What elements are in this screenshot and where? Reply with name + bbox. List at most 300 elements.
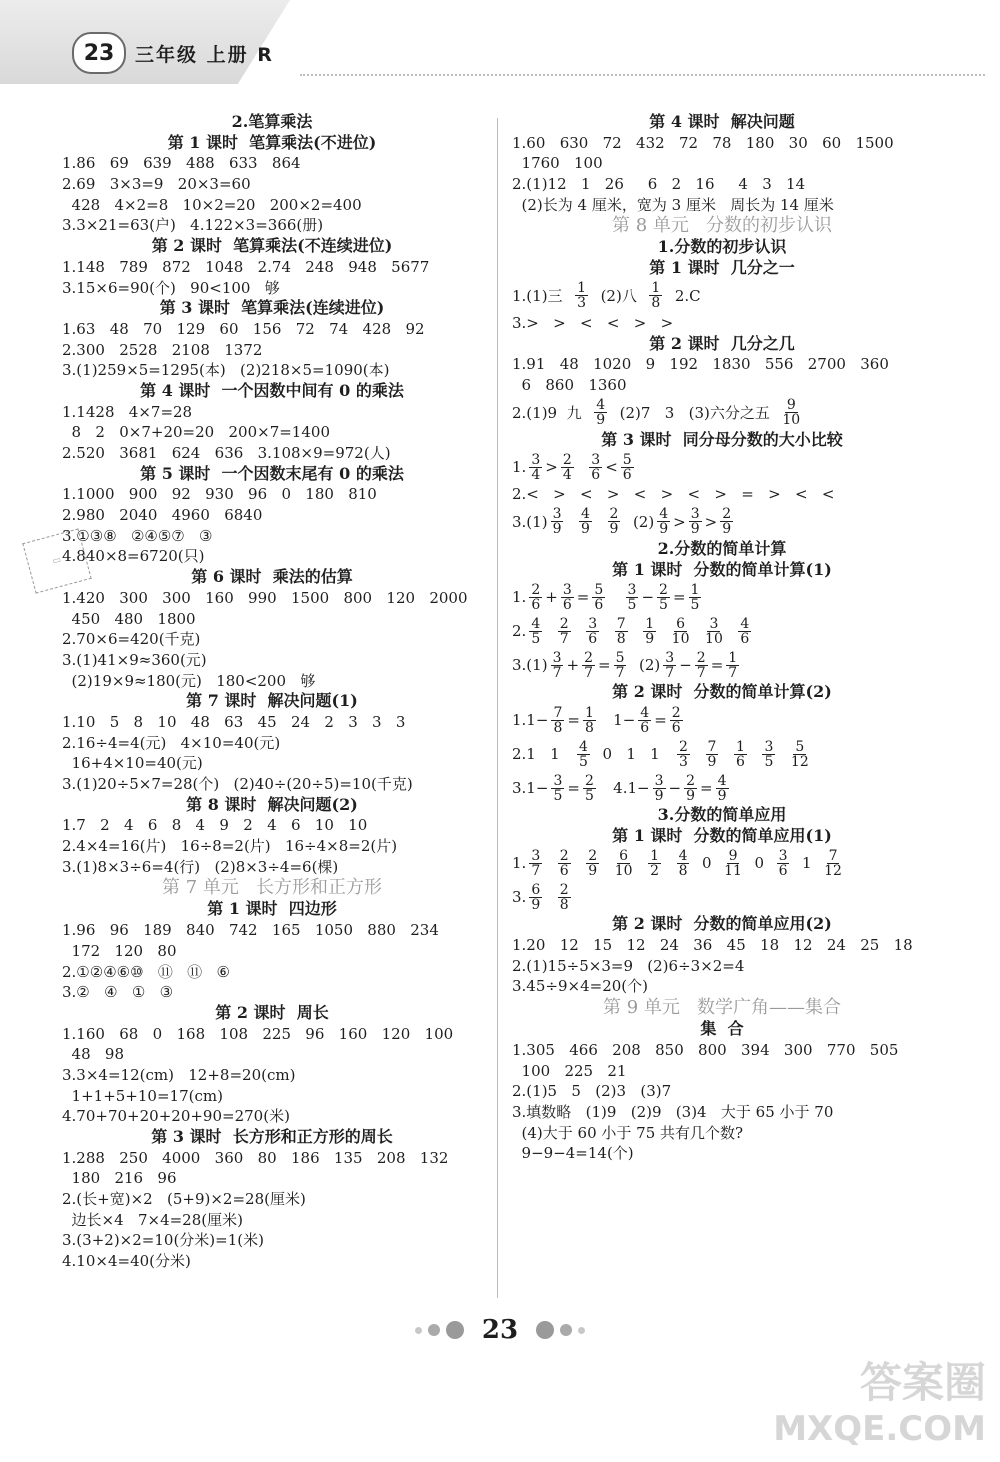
fraction-denominator: 8 [651,295,661,312]
fraction-denominator: 9 [596,412,606,429]
answer-line: 3.(1)41×9≈360(元) [62,650,207,669]
answer-line [512,614,932,648]
fraction-denominator: 6 [591,466,601,483]
answer-line: 2.4×4=16(片) 16÷8=2(片) 16÷4×8=2(片) [62,837,398,856]
answer-text: − [641,588,655,607]
answer-text: 3.(1) [512,656,548,675]
answer-line: (2)19×9≈180(元) 180<200 够 [62,671,316,690]
answer-text [574,854,584,872]
lesson-title: 第 3 课时 同分母分数的大小比较 [601,429,843,449]
answer-text [545,888,555,906]
fraction-denominator: 10 [782,412,801,429]
fraction [558,617,571,646]
fraction [684,774,697,803]
answer-text: + [545,588,558,607]
answer-line: 1.60 630 72 432 72 78 180 30 60 1500 [512,133,894,152]
fraction-numerator: 5 [795,738,805,755]
answer-line: 2.①②④⑥⑩ ⑪ ⑪ ⑥ [62,962,230,981]
fraction-numerator: 1 [645,615,655,632]
fraction-denominator: 5 [584,787,594,804]
answer-line: 3.(1)20÷5×7=28(个) (2)40÷(20÷5)=10(千克) [62,775,413,793]
fraction-denominator: 7 [728,664,738,681]
watermark-line-2: MXQE.COM [773,1409,986,1449]
fraction-denominator: 8 [616,630,626,647]
lesson-title: 第 2 课时 分数的简单计算(2) [612,682,832,702]
lesson-title: 第 1 课时 几分之一 [649,258,795,278]
answer-text: + [566,656,580,675]
answer-line: (2)长为 4 厘米，宽为 3 厘米 周长为 14 厘米 [512,195,834,214]
lesson-title: 第 2 课时 周长 [215,1002,329,1022]
answer-line [512,771,932,805]
answer-line: 9−9−4=14(个) [512,1144,634,1163]
answer-text: < [605,458,618,477]
lesson-title: 3.分数的简单应用 [657,805,787,824]
answer-line: 1.7 2 4 6 8 4 9 2 4 6 10 10 [62,816,368,835]
lesson-title: 第 1 课时 分数的简单应用(1) [612,825,832,845]
fraction-numerator: 7 [616,615,626,632]
answer-line: 8 2 0×7+20=20 200×7=1400 [62,423,330,442]
answer-text [602,854,612,872]
answer-text: 1.1− [512,711,549,729]
fraction-denominator: 5 [627,596,637,613]
fraction [551,651,564,680]
fraction-numerator: 2 [559,615,569,632]
answer-line [512,450,932,484]
answer-line: 172 120 80 [62,941,177,960]
answer-line: 48 98 [62,1045,125,1064]
answer-column-left [62,112,482,1272]
fraction-numerator: 9 [728,847,738,864]
fraction-numerator: 2 [531,581,541,598]
fraction [706,740,719,769]
lesson-title: 2.笔算乘法 [231,112,313,131]
fraction-denominator: 12 [824,862,842,879]
watermark [773,1360,986,1452]
fraction-numerator: 2 [584,649,593,666]
answer-text: 2.1 1 [512,745,575,763]
fraction [592,583,605,612]
fraction [589,453,602,482]
page-number-badge: 23 [72,32,126,74]
fraction-numerator: 7 [707,738,717,755]
fraction-numerator: 2 [609,506,619,523]
fraction-numerator: 1 [650,847,660,864]
fraction-numerator: 2 [659,581,668,598]
fraction [705,617,723,646]
fraction-denominator: 9 [531,896,541,913]
fraction-denominator: 5 [690,596,700,613]
fraction-denominator: 6 [671,719,681,736]
fraction [677,740,690,769]
fraction-denominator: 9 [722,521,732,538]
lesson-title: 第 2 课时 分数的简单应用(2) [612,914,832,934]
answer-text [778,745,788,763]
fraction [716,774,729,803]
unit-heading: 第 8 单元 分数的初步认识 [611,215,833,237]
answer-line: 180 216 96 [62,1169,177,1188]
answer-text [602,622,612,640]
answer-line [512,703,932,737]
answer-line [512,505,932,539]
answer-column-right [512,112,932,1164]
answer-line: 2.520 3681 624 636 3.108×9=972(人) [62,444,391,462]
lesson-title: 1.分数的初步认识 [657,237,787,257]
fraction-numerator: 4 [596,397,606,414]
answer-text [545,622,555,640]
fraction-numerator: 1 [728,649,738,666]
answer-line: 2.69 3×3=9 20×3=60 [62,175,251,194]
fraction-numerator: 9 [786,397,796,414]
fraction-numerator: 6 [619,847,629,864]
answer-line: 2.(长+宽)×2 (5+9)×2=28(厘米) [62,1190,306,1209]
fraction-denominator: 9 [707,753,717,770]
fraction-denominator: 6 [735,753,745,770]
fraction-numerator: 2 [559,881,569,898]
fraction [689,583,702,612]
answer-text: > [673,512,686,531]
answer-text: 1. [512,854,527,873]
answer-text: = [672,588,686,607]
fraction-denominator: 10 [614,862,633,879]
fraction-numerator: 2 [562,451,572,468]
fraction-denominator: 6 [562,596,572,613]
fraction [529,849,542,878]
fraction [582,651,595,680]
answer-line: 1.420 300 300 160 990 1500 800 120 2000 [62,588,468,607]
fraction-denominator: 2 [650,862,660,879]
page-number: 23 [481,1315,519,1345]
answer-line: 2.(1)15÷5×3=9 (2)6÷3×2=4 [512,956,745,975]
fraction [726,651,739,680]
fraction-numerator: 2 [696,649,706,666]
fraction-denominator: 9 [654,787,664,804]
fraction-denominator: 5 [531,630,541,647]
fraction-denominator: 9 [690,521,700,538]
footer [0,1315,1000,1345]
fraction [551,706,564,735]
answer-text: = [567,711,580,729]
fraction-denominator: 10 [671,630,690,647]
answer-line: 1.1000 900 92 930 96 0 180 810 [62,485,377,504]
fraction-numerator: 7 [553,704,563,721]
fraction-denominator: 9 [552,521,562,538]
lesson-title: 第 3 课时 长方形和正方形的周长 [151,1127,393,1146]
answer-text: 4.1− [598,779,650,797]
fraction-denominator: 7 [559,630,569,647]
answer-line: 3.①③⑧ ②④⑤⑦ ③ [62,526,213,545]
lesson-title: 第 2 课时 几分之几 [649,333,795,353]
answer-line: 1.63 48 70 129 60 156 72 74 428 92 [62,319,425,338]
answer-line: 2.(1)5 5 (2)3 (3)7 [512,1082,672,1101]
fraction-numerator: 3 [778,847,788,864]
fraction [583,774,596,803]
fraction-denominator: 5 [553,787,563,804]
fraction [594,398,607,427]
fraction-numerator: 2 [679,738,688,755]
answer-text [577,458,587,476]
fraction-denominator: 7 [584,664,593,681]
answer-line [512,396,932,430]
fraction-denominator: 9 [717,787,727,804]
fraction [529,583,542,612]
fraction [663,651,676,680]
lesson-title: 第 1 课时 分数的简单计算(1) [612,559,832,579]
fraction-numerator: 3 [709,615,719,632]
answer-text: (2)八 [591,287,647,306]
answer-text: (2) [623,512,655,531]
fraction-numerator: 3 [591,451,601,468]
fraction [583,706,596,735]
fraction-numerator: 4 [717,772,727,789]
answer-line: 1.1428 4×7=28 [62,402,193,421]
answer-line: 450 480 1800 [62,609,196,628]
answer-text [664,854,674,872]
fraction-denominator: 9 [609,521,619,538]
fraction [777,849,790,878]
fraction-denominator: 11 [724,862,742,879]
fraction [529,617,542,646]
fraction-numerator: 3 [562,581,572,598]
fraction [575,281,588,310]
fraction-numerator: 4 [740,615,750,632]
fraction-numerator: 4 [579,738,588,755]
answer-line: 1760 100 [512,154,603,173]
answer-text [636,854,646,872]
header-dotted-rule [300,74,985,78]
fraction [626,583,639,612]
fraction-denominator: 5 [764,753,774,770]
answer-text: − [679,656,692,675]
fraction-denominator: 12 [790,753,809,770]
fraction-numerator: 3 [665,649,675,666]
fraction-denominator: 9 [588,862,598,879]
fraction [621,453,634,482]
fraction-numerator: 2 [588,847,598,864]
fraction-denominator: 4 [531,466,541,483]
fraction [724,849,742,878]
fraction-numerator: 3 [531,847,541,864]
fraction [677,849,690,878]
fraction [529,453,542,482]
answer-line [512,737,932,771]
lesson-title: 第 4 课时 一个因数中间有 0 的乘法 [140,380,404,400]
answer-text: = [710,656,724,675]
answer-line: 2.(1)12 1 26 6 2 16 4 3 14 [512,175,806,194]
fraction-numerator: 3 [627,581,637,598]
fraction-numerator: 3 [553,772,563,789]
answer-text: 1. [512,588,527,607]
answer-text: 1− [598,711,636,729]
unit-heading: 第 9 单元 数学广角——集合 [602,997,842,1019]
answer-line: 428 4×2=8 10×2=20 200×2=400 [62,195,362,214]
answer-line: 3.② ④ ① ③ [62,983,174,1002]
answer-line: 1.160 68 0 168 108 225 96 160 120 100 [62,1024,454,1043]
fraction-numerator: 2 [559,847,569,864]
fraction-numerator: 4 [659,506,669,523]
fraction [551,774,564,803]
fraction [608,507,621,536]
fraction [672,617,690,646]
fraction-numerator: 3 [654,772,664,789]
answer-text [608,588,622,606]
answer-text: (2)7 3 (3)六分之五 [610,404,780,423]
answer-text [659,622,669,640]
fraction-numerator: 4 [678,847,688,864]
answer-text: = [700,779,713,797]
answer-line: 2.70×6=420(千克) [62,630,201,649]
fraction-denominator: 8 [584,719,594,736]
answer-line: 1.288 250 4000 360 80 186 135 208 132 [62,1148,449,1167]
fraction [586,849,599,878]
answer-text [595,513,605,531]
answer-line: 3.3×4=12(cm) 12+8=20(cm) [62,1065,296,1084]
answer-line [512,846,932,880]
footer-dots-right [536,1321,585,1339]
fraction [638,706,651,735]
unit-heading: 第 7 单元 长方形和正方形 [161,877,383,899]
fraction-denominator: 6 [740,630,750,647]
answer-text [693,745,703,763]
column-divider [497,118,498,1298]
fraction-denominator: 4 [562,466,572,483]
answer-text: 3. [512,888,527,907]
fraction-numerator: 3 [552,649,562,666]
fraction-numerator: 6 [676,615,686,632]
fraction-denominator: 5 [579,753,588,770]
fraction-numerator: 3 [531,451,541,468]
lesson-title: 2.分数的简单计算 [657,538,787,558]
answer-text: 3.1− [512,779,549,797]
fraction [689,507,702,536]
fraction [529,883,542,912]
fraction [653,774,666,803]
answer-line [512,279,932,313]
fraction-denominator: 8 [678,862,688,879]
fraction-denominator: 6 [640,719,650,736]
answer-text [545,854,555,872]
fraction-numerator: 1 [651,280,661,297]
fraction [670,706,683,735]
fraction [614,651,627,680]
fraction-numerator: 1 [577,280,587,297]
fraction-denominator: 5 [659,596,668,613]
answer-line [512,580,932,614]
answer-line: 1+1+5+10=17(cm) [62,1086,223,1105]
answer-line: 6 860 1360 [512,375,627,394]
fraction-denominator: 8 [553,719,563,736]
answer-line: 2.< > < > < > < > = > < < [512,485,835,504]
answer-line: 1.91 48 1020 9 192 1830 556 2700 360 [512,355,889,374]
answer-text: 0 [744,854,774,873]
fraction-denominator: 6 [559,862,569,879]
answer-text: > [545,458,558,477]
fraction [643,617,656,646]
answer-text: 2.C [665,286,701,305]
fraction-numerator: 3 [552,506,562,523]
answer-text: = [597,656,611,675]
fraction-denominator: 6 [594,596,604,613]
lesson-title: 第 8 课时 解决问题(2) [186,794,358,814]
fraction-numerator: 1 [584,704,594,721]
lesson-title: 第 7 课时 解决问题(1) [186,691,358,711]
answer-line: 1.86 69 639 488 633 864 [62,154,301,173]
answer-line: 4.10×4=40(分米) [62,1252,191,1271]
answer-line: 2.300 2528 2108 1372 [62,340,263,359]
lesson-title: 第 5 课时 一个因数末尾有 0 的乘法 [140,463,404,483]
fraction-numerator: 3 [588,615,598,632]
fraction-denominator: 9 [659,521,669,538]
fraction-numerator: 4 [581,506,590,523]
answer-line [512,880,932,914]
fraction-numerator: 1 [735,738,745,755]
answer-line: 边长×4 7×4=28(厘米) [62,1210,243,1229]
answer-line: 3.(1)259×5=1295(本) (2)218×5=1090(本) [62,361,390,380]
fraction [762,740,775,769]
fraction-denominator: 6 [622,466,632,483]
fraction [586,617,599,646]
fraction-denominator: 7 [615,664,625,681]
fraction-numerator: 7 [828,847,838,864]
answer-line: 3.> > < < > > [512,313,674,332]
lesson-title: 第 3 课时 笔算乘法(连续进位) [159,298,385,318]
fraction [657,583,670,612]
fraction [657,507,670,536]
fraction-numerator: 5 [615,649,625,666]
fraction-denominator: 9 [581,521,590,538]
answer-line: 1.148 789 872 1048 2.74 248 948 5677 [62,257,430,276]
answer-line: 2.16÷4=4(元) 4×10=40(元) [62,733,281,752]
answer-line: 1.96 96 189 840 742 165 1050 880 234 [62,921,439,940]
fraction-denominator: 8 [559,896,569,913]
lesson-title: 第 6 课时 乘法的估算 [191,567,353,587]
stamp-icon: ▭ [22,528,91,593]
answer-line: (4)大于 60 小于 75 共有几个数? [512,1123,744,1142]
answer-line: 4.840×8=6720(只) [62,547,205,566]
answer-line: 1.305 466 208 850 800 394 300 770 505 [512,1040,899,1059]
answer-text: = [654,711,667,729]
fraction-numerator: 1 [690,581,700,598]
answer-line: 3.15×6=90(个) 90<100 够 [62,278,280,297]
answer-line: 2.980 2040 4960 6840 [62,506,263,525]
answer-line: 3.(1)8×3÷6=4(行) (2)8×3÷4=6(棵) [62,857,339,876]
fraction-denominator: 7 [552,664,562,681]
grade-label: 三年级 上册 R [135,44,274,66]
fraction-numerator: 4 [640,704,650,721]
fraction-numerator: 5 [594,581,604,598]
fraction-numerator: 5 [622,451,632,468]
lesson-title: 第 1 课时 四边形 [207,899,337,919]
fraction-numerator: 2 [722,506,732,523]
fraction [791,740,809,769]
watermark-line-1: 答案圈 [859,1358,986,1407]
answer-line: 100 225 21 [512,1061,627,1080]
fraction [734,740,747,769]
fraction [558,883,571,912]
answer-text [726,622,736,640]
fraction-numerator: 2 [686,772,696,789]
answer-text: 1. [512,458,527,477]
fraction-numerator: 3 [690,506,700,523]
answer-text: 2. [512,622,527,641]
answer-line: 1.10 5 8 10 48 63 45 24 2 3 3 3 [62,712,406,731]
answer-text [566,513,576,531]
lesson-title: 第 1 课时 笔算乘法(不进位) [167,132,377,152]
fraction-denominator: 9 [645,630,655,647]
answer-text [631,622,641,640]
fraction-denominator: 6 [531,596,541,613]
answer-text: 0 1 1 [592,745,675,763]
answer-line: 3.3×21=63(户) 4.122×3=366(册) [62,216,324,235]
